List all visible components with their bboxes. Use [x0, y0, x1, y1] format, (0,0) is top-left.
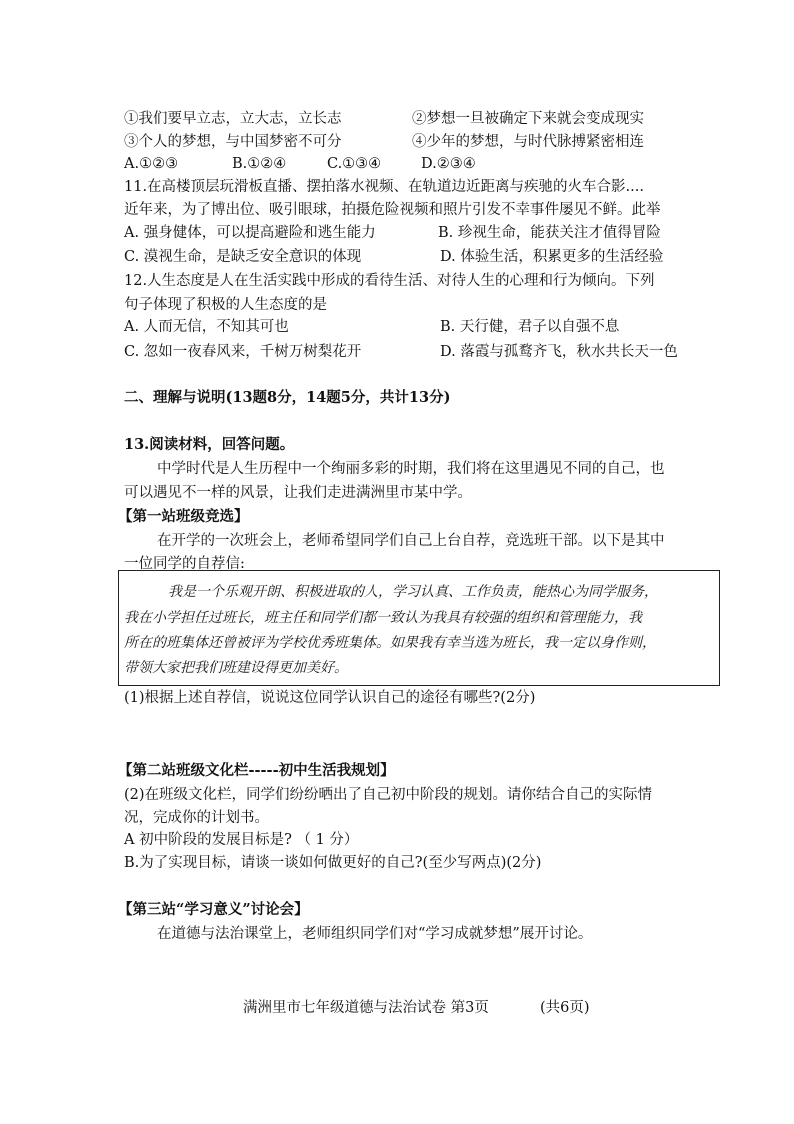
q12-stem-line1: 12.人生态度是人在生活实践中形成的看待生活、对待人生的心理和行为倾向。下列 — [124, 273, 655, 289]
letter-line4: 带领大家把我们班建设得更加美好。 — [124, 660, 348, 676]
q13-sub2-a: A 初中阶段的发展目标是? （ 1 分） — [124, 832, 359, 848]
option-1: ①我们要早立志，立大志，立长志 — [124, 111, 342, 127]
choice-d: D.②③④ — [421, 156, 476, 172]
page-footer-total: (共6页) — [540, 1000, 590, 1016]
choice-c: C.①③④ — [327, 156, 382, 172]
q11-option-d: D. 体验生活，积累更多的生活经验 — [440, 249, 664, 265]
station-3-text: 在道德与法治课堂上，老师组织同学们对“学习成就梦想”展开讨论。 — [157, 926, 593, 942]
station-2-heading: 【第二站班级文化栏-----初中生活我规划】 — [118, 762, 395, 779]
q13-intro-line2: 可以遇见不一样的风景，让我们走进满洲里市某中学。 — [124, 485, 472, 501]
option-3: ③个人的梦想，与中国梦密不可分 — [124, 134, 342, 150]
q11-stem-line1: 11.在高楼顶层玩滑板直播、摆拍落水视频、在轨道边近距离与疾驰的火车合影.... — [124, 179, 644, 195]
q11-option-a: A. 强身健体，可以提高避险和逃生能力 — [124, 225, 376, 241]
station-1-text-line2: 一位同学的自荐信: — [124, 556, 245, 572]
letter-line2: 我在小学担任过班长，班主任和同学们都一致认为我具有较强的组织和管理能力，我 — [124, 610, 642, 626]
letter-line3: 所在的班集体还曾被评为学校优秀班集体。如果我有幸当选为班长，我一定以身作则， — [124, 635, 656, 651]
page-footer: 满洲里市七年级道德与法治试卷 第3页 — [243, 1000, 489, 1016]
letter-line1: 我是一个乐观开朗、积极进取的人，学习认真、工作负责，能热心为同学服务， — [168, 584, 658, 600]
q11-option-b: B. 珍视生命，能获关注才值得冒险 — [438, 225, 661, 241]
q13-sub2-line1: (2)在班级文化栏，同学们纷纷晒出了自己初中阶段的规划。请你结合自己的实际情 — [124, 787, 653, 803]
choice-b: B.①②④ — [232, 156, 287, 172]
station-1-text-line1: 在开学的一次班会上，老师希望同学们自己上台自荐，竞选班干部。以下是其中 — [157, 533, 665, 549]
q12-option-c: C. 忽如一夜春风来，千树万树梨花开 — [124, 344, 362, 360]
q13-sub1: (1)根据上述自荐信，说说这位同学认识自己的途径有哪些?(2分) — [124, 690, 536, 706]
section-2-heading: 二、理解与说明(13题8分，14题5分，共计13分) — [124, 389, 451, 406]
q13-intro-line1: 中学时代是人生历程中一个绚丽多彩的时期，我们将在这里遇见不同的自己，也 — [157, 461, 665, 477]
station-3-heading: 【第三站“学习意义”讨论会】 — [118, 901, 309, 918]
q12-option-a: A. 人而无信，不知其可也 — [124, 319, 289, 335]
q13-title: 13.阅读材料，回答问题。 — [124, 436, 295, 453]
option-4: ④少年的梦想，与时代脉搏紧密相连 — [412, 134, 644, 150]
station-1-heading: 【第一站班级竞选】 — [118, 508, 249, 525]
q12-stem-line2: 句子体现了积极的人生态度的是 — [124, 297, 327, 313]
q12-option-b: B. 天行健，君子以自强不息 — [440, 319, 620, 335]
q12-option-d: D. 落霞与孤鹜齐飞，秋水共长天一色 — [440, 344, 678, 360]
choice-a: A.①②③ — [124, 156, 179, 172]
option-2: ②梦想一旦被确定下来就会变成现实 — [412, 111, 644, 127]
q13-sub2-b: B.为了实现目标，请谈一谈如何做更好的自己?(至少写两点)(2分) — [124, 855, 542, 871]
q13-sub2-line2: 况，完成你的计划书。 — [124, 810, 269, 826]
q11-option-c: C. 漠视生命，是缺乏安全意识的体现 — [124, 249, 362, 265]
q11-stem-line2: 近年来，为了博出位、吸引眼球，拍摄危险视频和照片引发不幸事件屡见不鲜。此举 — [124, 202, 661, 218]
